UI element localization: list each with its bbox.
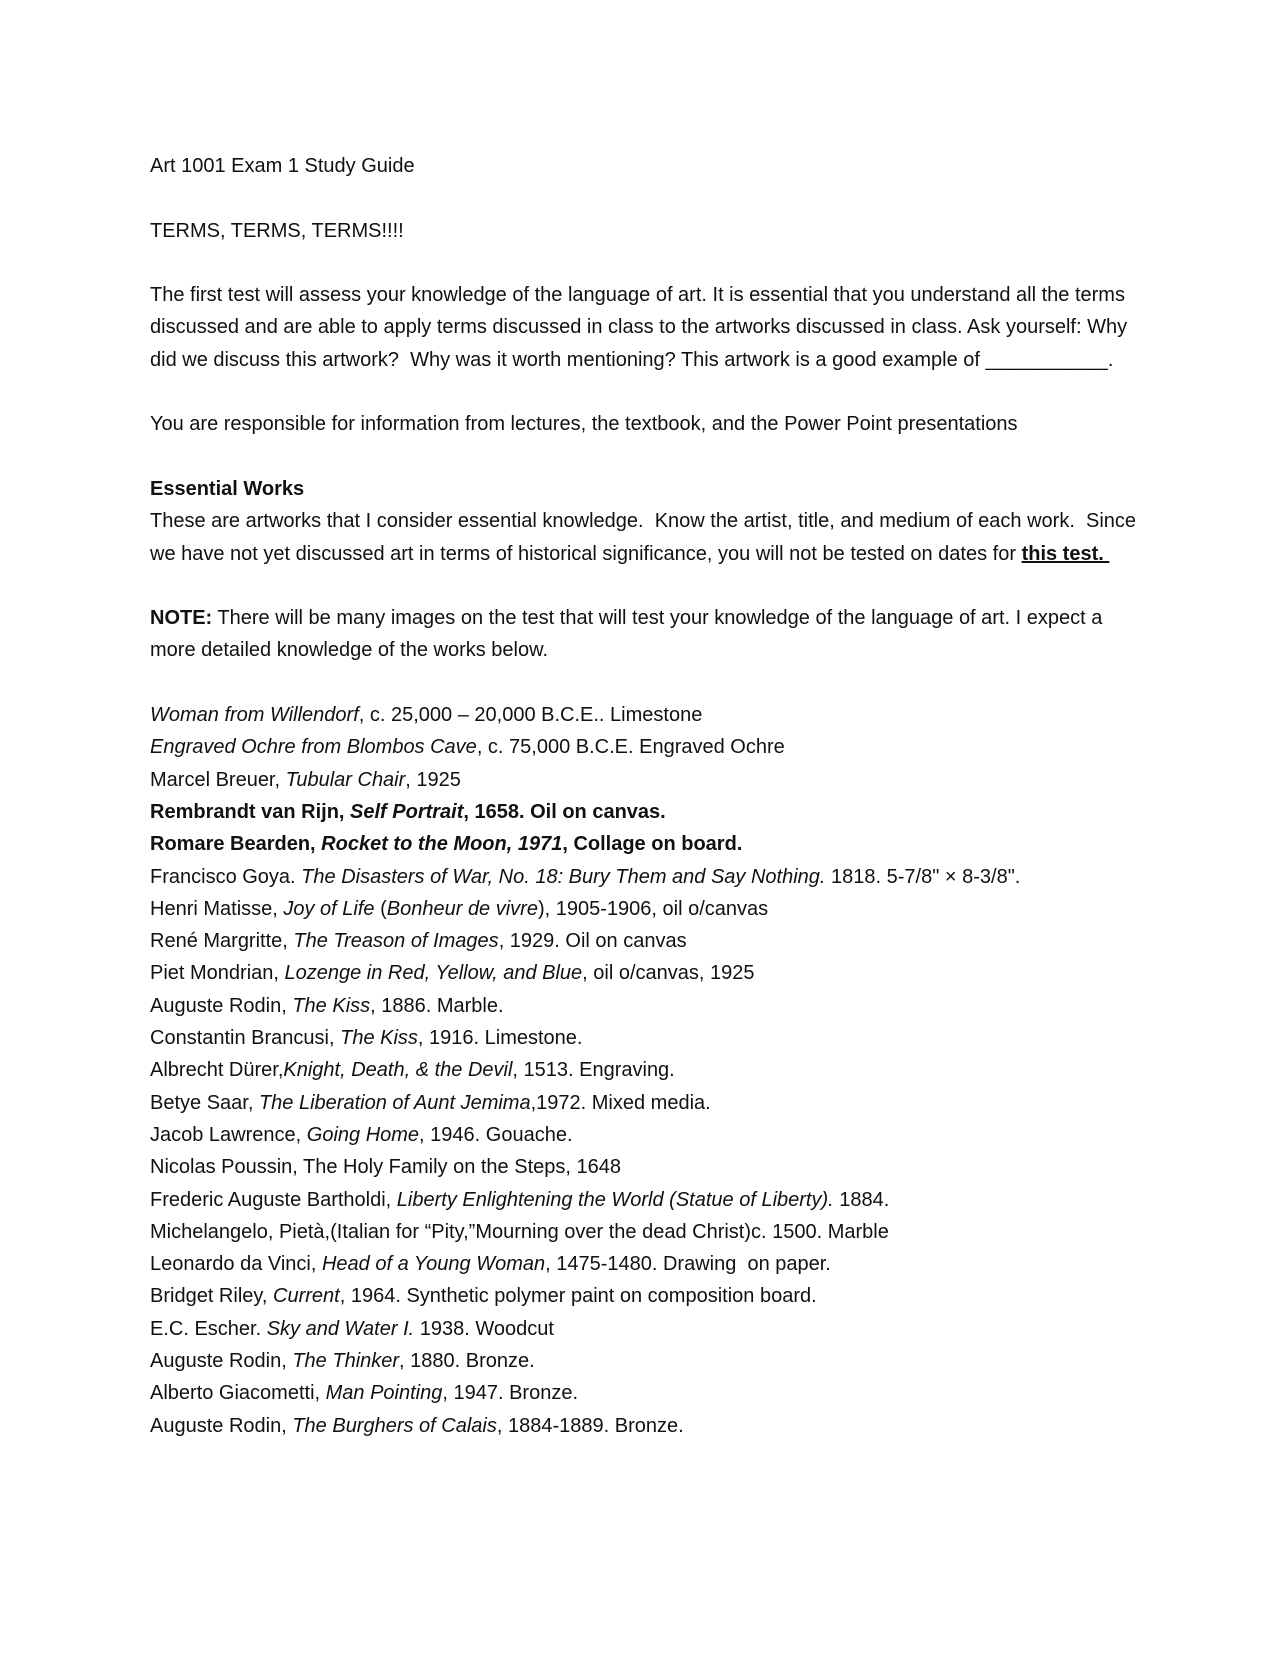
work-item: [150, 893, 1150, 925]
note-label: NOTE:: [150, 607, 213, 630]
work-details: ,1972. Mixed media.: [530, 1091, 711, 1114]
work-details: , 1886. Marble.: [370, 994, 504, 1017]
work-details: , 1947. Bronze.: [442, 1382, 579, 1405]
work-item: [150, 861, 1150, 893]
work-title: The Treason of Images: [293, 930, 499, 953]
work-title: Current: [273, 1285, 340, 1308]
work-item: [150, 828, 1150, 860]
work-title: Rocket to the Moon, 1971: [321, 833, 563, 856]
work-artist: Francisco Goya.: [150, 865, 302, 888]
work-item: [150, 925, 1150, 957]
work-artist: Alberto Giacometti,: [150, 1382, 326, 1405]
work-item: [150, 957, 1150, 989]
work-title: The Thinker: [292, 1349, 400, 1372]
work-title: Self Portrait: [350, 800, 464, 823]
work-artist: Michelangelo, Pietà,(Italian for “Pity,”Mourning over the dead Christ)c. 1500. Marble: [150, 1220, 889, 1243]
work-artist: Auguste Rodin,: [150, 1349, 293, 1372]
work-item: [150, 990, 1150, 1022]
work-artist: Jacob Lawrence,: [150, 1123, 307, 1146]
work-title: The Disasters of War, No. 18: Bury Them and Say Nothing.: [301, 865, 826, 888]
work-title: Joy of Life: [283, 897, 375, 920]
work-item: [150, 731, 1150, 763]
work-title: Head of a Young Woman: [321, 1253, 546, 1276]
spacer: [150, 182, 1150, 214]
work-item: [150, 1410, 1150, 1442]
work-item: [150, 1184, 1150, 1216]
work-item: [150, 796, 1150, 828]
note-text: There will be many images on the test that will test your knowledge of the language of art. I expect a more detailed knowledge of the works below.: [150, 607, 1108, 662]
work-title: Engraved Ochre from Blombos Cave: [150, 736, 477, 759]
note-paragraph: [150, 602, 1150, 667]
work-title: Liberty Enlightening the World (Statue of Liberty).: [396, 1188, 834, 1211]
work-title: The Kiss: [340, 1027, 418, 1050]
work-item: [150, 764, 1150, 796]
work-artist: Frederic Auguste Bartholdi,: [150, 1188, 397, 1211]
work-alt-title: Bonheur de vivre: [386, 897, 538, 920]
work-details: 1884.: [833, 1188, 890, 1211]
spacer: [150, 247, 1150, 279]
work-title: Sky and Water I.: [266, 1317, 415, 1340]
work-details: 1938. Woodcut: [414, 1317, 554, 1340]
work-details: , 1946. Gouache.: [419, 1123, 573, 1146]
works-list: [150, 699, 1150, 1442]
work-item: [150, 1313, 1150, 1345]
work-artist: Bridget Riley,: [150, 1285, 274, 1308]
work-details: , 1964. Synthetic polymer paint on composition board.: [339, 1285, 817, 1308]
work-artist: Nicolas Poussin, The Holy Family on the Steps, 1648: [150, 1156, 621, 1179]
work-details: , Collage on board.: [562, 833, 743, 856]
work-details: , c. 25,000 – 20,000 B.C.E.. Limestone: [358, 704, 703, 727]
work-item: [150, 1087, 1150, 1119]
work-artist: Albrecht Dürer,: [150, 1059, 284, 1082]
work-artist: Auguste Rodin,: [150, 1414, 293, 1437]
work-item: [150, 1151, 1150, 1183]
work-artist: Rembrandt van Rijn,: [150, 800, 351, 823]
work-details: 1818. 5-7/8" × 8-3/8".: [825, 865, 1021, 888]
work-details: , 1925: [405, 768, 461, 791]
work-title: Knight, Death, & the Devil: [283, 1059, 513, 1082]
work-details: , oil o/canvas, 1925: [582, 962, 755, 985]
spacer: [150, 570, 1150, 602]
terms-heading: TERMS, TERMS, TERMS!!!!: [150, 219, 404, 242]
work-details: , 1513. Engraving.: [512, 1059, 675, 1082]
work-item: [150, 1280, 1150, 1312]
work-title: Man Pointing: [325, 1382, 443, 1405]
essential-works-heading: Essential Works: [150, 477, 305, 500]
intro-paragraph: The first test will assess your knowledge of the language of art. It is essential that you understand all the terms discussed and are able to apply terms discussed in class to the artworks discussed in class. Ask yourself: Why did we discuss this artwork? Why was it worth mentioning? This artwork is a good example of ___________.: [150, 284, 1133, 371]
work-item: [150, 1377, 1150, 1409]
work-item: [150, 1248, 1150, 1280]
work-artist: Constantin Brancusi,: [150, 1027, 341, 1050]
spacer: [150, 667, 1150, 699]
work-artist: Piet Mondrian,: [150, 962, 285, 985]
work-artist: Romare Bearden,: [150, 833, 322, 856]
work-item: [150, 1022, 1150, 1054]
work-details: , 1929. Oil on canvas: [498, 930, 687, 953]
document-title: Art 1001 Exam 1 Study Guide: [150, 155, 415, 177]
work-artist: Henri Matisse,: [150, 897, 284, 920]
work-details: (: [374, 897, 387, 920]
work-item: [150, 1119, 1150, 1151]
work-artist: E.C. Escher.: [150, 1317, 267, 1340]
work-title: Going Home: [306, 1123, 420, 1146]
work-details: , 1916. Limestone.: [417, 1027, 583, 1050]
spacer: [150, 441, 1150, 473]
work-item: [150, 699, 1150, 731]
work-details-extra: ), 1905-1906, oil o/canvas: [537, 897, 769, 920]
essential-works-text: These are artworks that I consider essential knowledge. Know the artist, title, and medium of each work. Since we have not yet discussed art in terms of historical significance, you will not be tested on dates for: [150, 510, 1142, 565]
work-details: , 1880. Bronze.: [399, 1349, 535, 1372]
work-details: , 1475-1480. Drawing on paper.: [545, 1253, 831, 1276]
work-artist: René Margritte,: [150, 930, 294, 953]
work-title: Woman from Willendorf: [150, 704, 359, 727]
work-title: The Liberation of Aunt Jemima: [258, 1091, 531, 1114]
work-item: [150, 1054, 1150, 1086]
work-item: [150, 1216, 1150, 1248]
essential-works-emphasis: this test.: [1021, 542, 1110, 565]
work-artist: Marcel Breuer,: [150, 768, 286, 791]
work-item: [150, 1345, 1150, 1377]
work-artist: Betye Saar,: [150, 1091, 259, 1114]
work-title: Lozenge in Red, Yellow, and Blue: [284, 962, 583, 985]
essential-works-paragraph: [150, 505, 1150, 570]
work-title: Tubular Chair: [285, 768, 406, 791]
work-title: The Burghers of Calais: [292, 1414, 497, 1437]
work-artist: Leonardo da Vinci,: [150, 1253, 322, 1276]
work-details: , c. 75,000 B.C.E. Engraved Ochre: [476, 736, 785, 759]
work-artist: Auguste Rodin,: [150, 994, 293, 1017]
spacer: [150, 376, 1150, 408]
work-details: , 1658. Oil on canvas.: [463, 800, 666, 823]
responsibility-paragraph: You are responsible for information from lectures, the textbook, and the Power Point presentations: [150, 413, 1018, 436]
work-details: , 1884-1889. Bronze.: [496, 1414, 684, 1437]
work-title: The Kiss: [292, 994, 371, 1017]
